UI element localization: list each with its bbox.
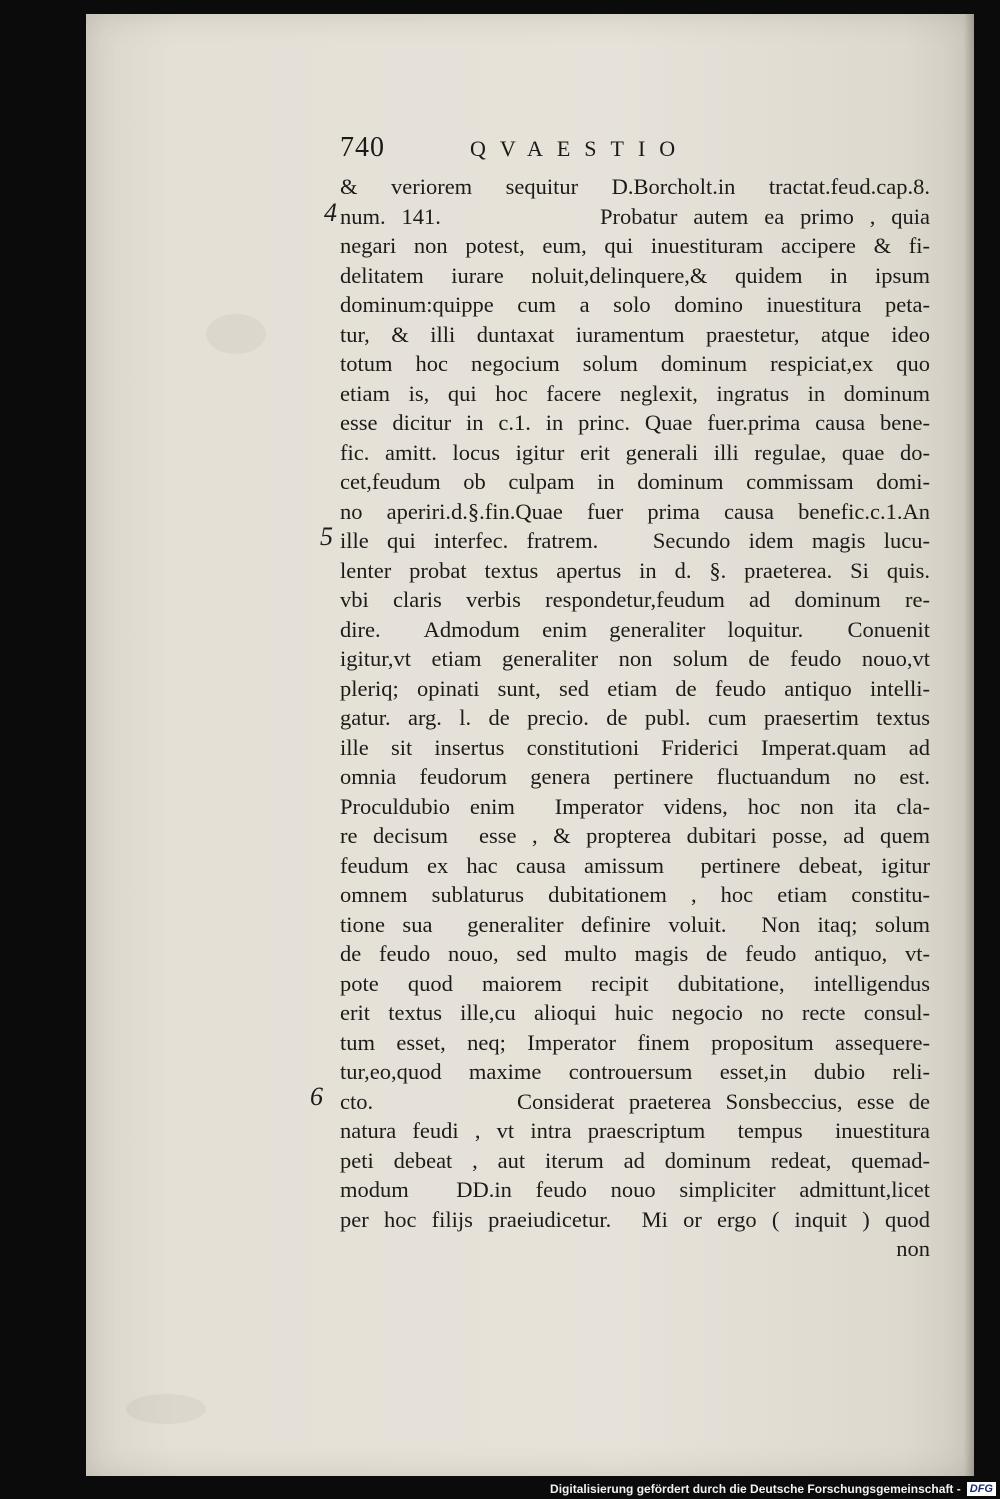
running-title: QVAESTIO — [470, 136, 690, 161]
text-line: omnia feudorum genera pertinere fluctuandum no est. — [340, 764, 930, 789]
text-line: tione sua generaliter definire voluit. Non itaq; solum — [340, 911, 930, 937]
text-line: esse dicitur in c.1. in princ. Quae fuer.prima causa bene- — [340, 410, 930, 435]
text-line: vbi claris verbis respondetur,feudum ad dominum re- — [340, 587, 930, 612]
text-line: tur,eo,quod maxime controuersum esset,in dubio reli- — [340, 1059, 930, 1084]
catchword: non — [896, 1236, 930, 1261]
paper-stain — [126, 1394, 206, 1424]
text-line: & veriorem sequitur D.Borcholt.in tractat.feud.cap.8. — [340, 174, 930, 199]
text-line: pleriq; opinati sunt, sed etiam de feudo antiquo intelli- — [340, 675, 930, 701]
page-edge-shadow — [964, 14, 974, 1476]
text-line: delitatem iurare noluit,delinquere,& quidem in ipsum — [340, 262, 930, 288]
dfg-logo: DFG — [967, 1482, 996, 1496]
text-line: feudum ex hac causa amissum pertinere debeat, igitur — [340, 852, 930, 878]
text-line: cet,feudum ob culpam in dominum commissam domi- — [340, 469, 930, 494]
text-line: dominum:quippe cum a solo domino inuestitura peta- — [340, 292, 930, 317]
text-line: negari non potest, eum, qui inuestituram accipere & fi- — [340, 233, 930, 258]
page-number: 740 — [340, 132, 385, 163]
text-line: ille sit insertus constitutioni Friderici Imperat.quam ad — [340, 734, 930, 760]
text-line: per hoc filijs praeiudicetur. Mi or ergo ( inquit ) quod — [340, 1206, 930, 1232]
body-text — [340, 172, 930, 1264]
text-line: modum DD.in feudo nouo simpliciter admittunt,licet — [340, 1177, 930, 1202]
page-header — [340, 132, 800, 168]
text-line: pote quod maiorem recipit dubitatione, intelligendus — [340, 970, 930, 996]
paper-stain — [206, 314, 266, 354]
text-line: erit textus ille,cu alioqui huic negocio no recte consul- — [340, 1000, 930, 1025]
text-line: Proculdubio enim Imperator videns, hoc non ita cla- — [340, 793, 930, 819]
text-line: natura feudi , vt intra praescriptum tempus inuestitura — [340, 1118, 930, 1143]
digitization-footer — [550, 1478, 1000, 1499]
text-line: ille qui interfec. fratrem. Secundo idem magis lucu- — [340, 528, 930, 553]
text-line: etiam is, qui hoc facere neglexit, ingratus in dominum — [340, 380, 930, 406]
text-line: omnem sublaturus dubitationem , hoc etiam constitu- — [340, 882, 930, 907]
text-line: peti debeat , aut iterum ad dominum redeat, quemad- — [340, 1147, 930, 1173]
text-line: num. 141. Probatur autem ea primo , quia — [340, 203, 930, 229]
text-line: re decisum esse , & propterea dubitari posse, ad quem — [340, 823, 930, 848]
text-line: no aperiri.d.§.fin.Quae fuer prima causa benefic.c.1.An — [340, 498, 930, 524]
margin-number: 4 — [324, 198, 337, 227]
margin-number: 5 — [320, 522, 333, 551]
text-line: igitur,vt etiam generaliter non solum de feudo nouo,vt — [340, 646, 930, 671]
text-line: cto. Considerat praeterea Sonsbeccius, esse de — [340, 1088, 930, 1114]
text-line: totum hoc negocium solum dominum respiciat,ex quo — [340, 351, 930, 376]
text-line: dire. Admodum enim generaliter loquitur. Conuenit — [340, 616, 930, 642]
text-line: tum esset, neq; Imperator finem propositum assequere- — [340, 1029, 930, 1055]
text-line: gatur. arg. l. de precio. de publ. cum praesertim textus — [340, 705, 930, 730]
text-line: de feudo nouo, sed multo magis de feudo antiquo, vt- — [340, 941, 930, 966]
margin-number: 6 — [310, 1082, 323, 1111]
text-line: lenter probat textus apertus in d. §. praeterea. Si quis. — [340, 557, 930, 583]
funding-credit: Digitalisierung gefördert durch die Deutsche Forschungsgemeinschaft - — [550, 1481, 961, 1496]
text-line: fic. amitt. locus igitur erit generali illi regulae, quae do- — [340, 439, 930, 465]
text-line: tur, & illi duntaxat iuramentum praestetur, atque ideo — [340, 321, 930, 347]
